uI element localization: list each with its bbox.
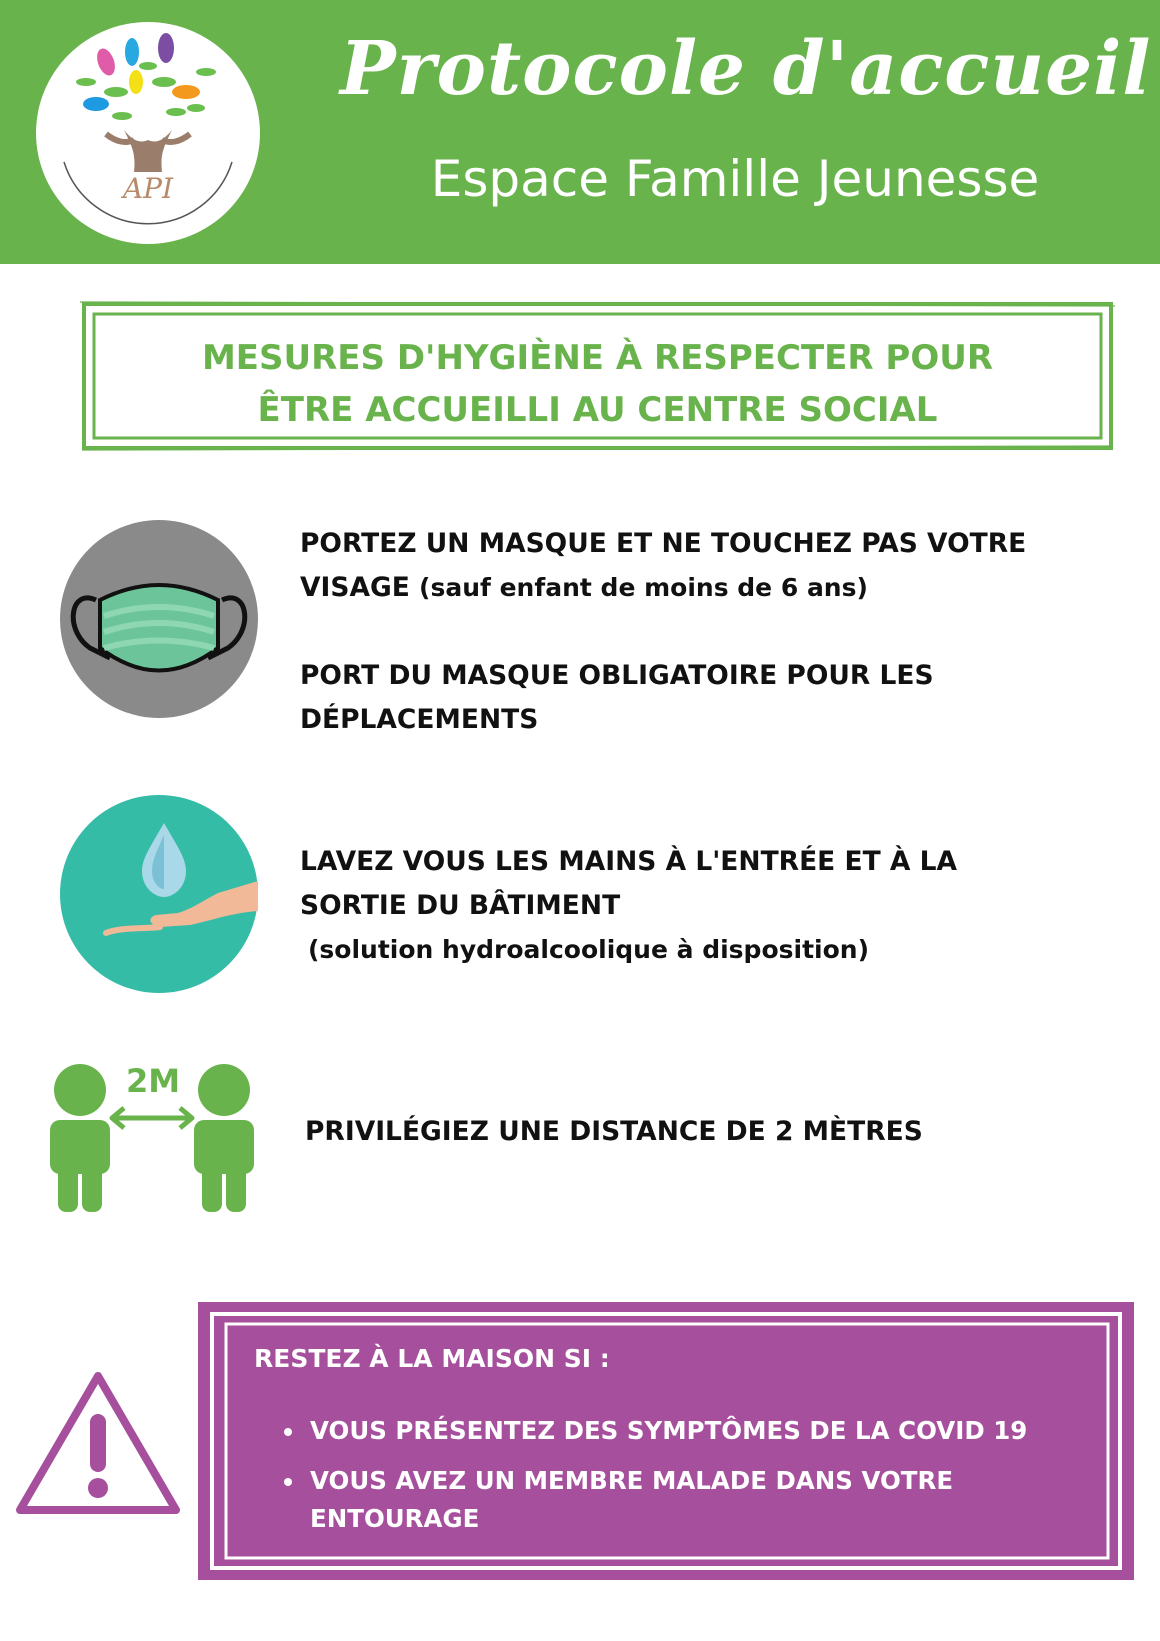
stay-home-heading: RESTEZ À LA MAISON SI : [254,1344,610,1373]
mask-rule-line3: PORT DU MASQUE OBLIGATOIRE POUR LES [300,660,934,691]
hand-water-drop-icon [60,795,258,993]
two-people-distance-icon [46,1062,260,1212]
tree-logo-icon [36,22,260,244]
distance-rule-text: PRIVILÉGIEZ UNE DISTANCE DE 2 MÈTRES [305,1116,923,1147]
stay-home-content [236,1320,1096,1548]
mask-rule-text [300,522,1026,742]
stay-home-box [196,1300,1136,1582]
face-mask-icon [60,520,258,718]
stay-home-item [306,1462,1027,1538]
hands-rule-text [300,840,957,972]
hygiene-title-line2: ÊTRE ACCUEILLI AU CENTRE SOCIAL [257,390,938,430]
api-logo [36,22,260,244]
mask-rule-note: (sauf enfant de moins de 6 ans) [419,573,868,602]
stay-home-list [284,1412,1027,1550]
header-banner [0,0,1160,264]
page-subtitle: Espace Famille Jeunesse [430,150,1040,208]
hands-rule-line3: (solution hydroalcoolique à disposition) [308,935,869,964]
hygiene-title-frame [80,300,1115,452]
mask-rule-line1: PORTEZ UN MASQUE ET NE TOUCHEZ PAS VOTRE [300,528,1027,559]
stay-home-item-line1: VOUS AVEZ UN MEMBRE MALADE DANS VOTRE [310,1466,954,1495]
hands-rule-line1: LAVEZ VOUS LES MAINS À L'ENTRÉE ET À LA [300,846,958,877]
mask-rule-line2-bold: VISAGE [300,572,420,603]
stay-home-item-line2: ENTOURAGE [310,1504,480,1533]
distance-label: 2M [125,1062,181,1100]
mask-rule-line4: DÉPLACEMENTS [300,704,539,735]
mask-rule-line2 [300,566,1026,610]
hygiene-title [80,332,1115,436]
hygiene-title-line1: MESURES D'HYGIÈNE À RESPECTER POUR [201,338,994,378]
logo-text: API [122,172,174,205]
warning-triangle-icon [14,1370,182,1516]
page-title: Protocole d'accueil [340,26,1152,112]
hands-rule-line2: SORTIE DU BÂTIMENT [300,890,621,921]
stay-home-item: • VOUS PRÉSENTEZ DES SYMPTÔMES DE LA COVID 19 [306,1412,1027,1450]
